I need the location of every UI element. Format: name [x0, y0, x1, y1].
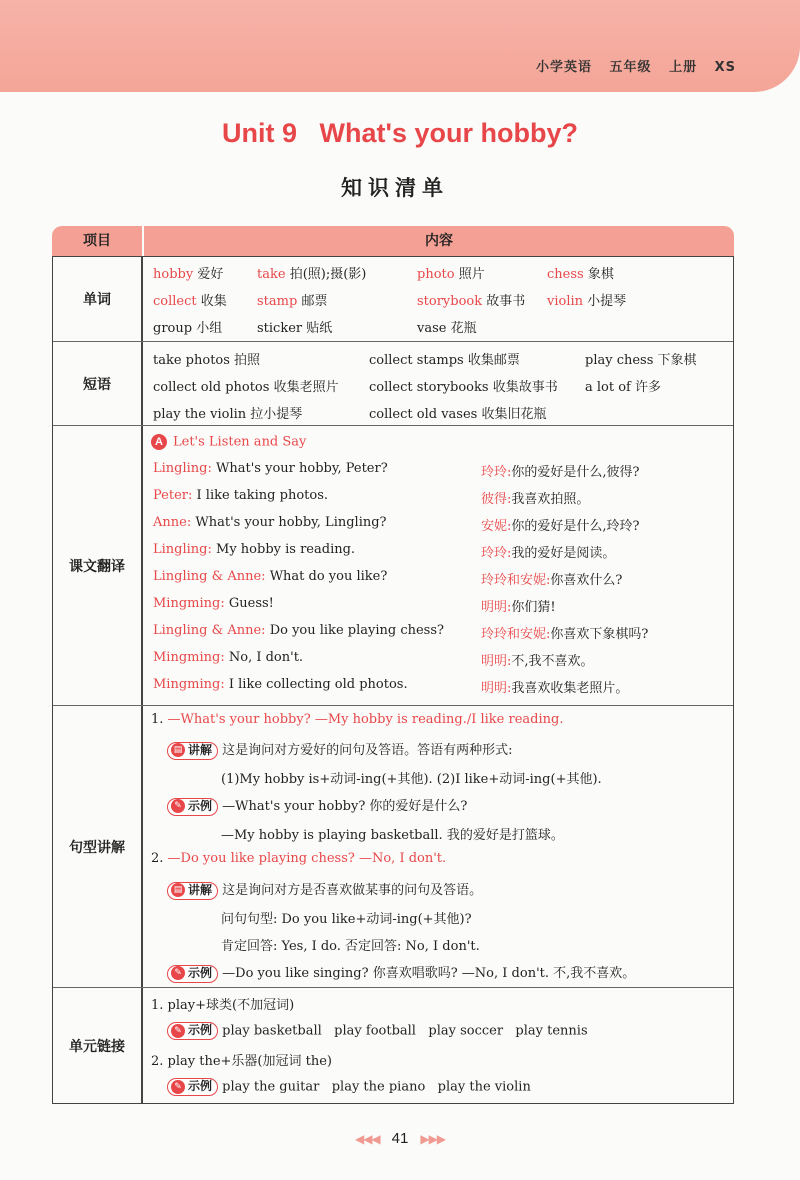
phrase-item: collect old photos 收集老照片: [153, 380, 339, 395]
speaker-en: Mingming:: [153, 677, 225, 692]
line-zh: 不,我不喜欢。: [511, 654, 594, 669]
line-zh: 我喜欢拍照。: [511, 492, 590, 507]
dialogue-line-zh: [481, 569, 622, 588]
line-en: Guess!: [228, 596, 274, 611]
section-title: Let's Listen and Say: [173, 434, 307, 450]
speaker-zh: 彼得:: [481, 492, 512, 507]
line-en: I like collecting old photos.: [228, 677, 408, 692]
vocab-word: take 拍(照);摄(影): [257, 267, 367, 282]
line-en: What's your hobby, Peter?: [216, 461, 388, 476]
example-badge: ✎ 示例: [167, 798, 218, 816]
vocab-content: [145, 257, 733, 341]
link-rule-2: 2. play the+乐器(加冠词 the): [151, 1054, 332, 1069]
speaker-en: Mingming:: [153, 596, 225, 611]
vocab-word: vase 花瓶: [417, 321, 477, 336]
speaker-zh: 明明:: [481, 681, 512, 696]
line-en: What do you like?: [269, 569, 388, 584]
speaker-zh: 明明:: [481, 654, 512, 669]
dialogue-line-zh: [481, 596, 556, 615]
top-color-band: [0, 0, 800, 92]
example-badge: ✎ 示例: [167, 1022, 218, 1040]
example-1-answer: —My hobby is playing basketball. 我的爱好是打篮球。: [221, 828, 564, 843]
example-2: ✎ 示例 —Do you like singing? 你喜欢唱歌吗? —No, I don't. 不,我不喜欢。: [167, 962, 635, 983]
dialogue-line-en: [153, 461, 388, 476]
vocab-word: sticker 贴纸: [257, 321, 333, 336]
book-series-label: [524, 56, 736, 75]
column-header-content: 内容: [144, 226, 734, 256]
example-badge: ✎ 示例: [167, 965, 218, 983]
links-content: [145, 988, 733, 1103]
vocab-word: hobby 爱好: [153, 267, 224, 282]
line-en: My hobby is reading.: [216, 542, 356, 557]
vocab-word: group 小组: [153, 321, 223, 336]
column-header-item: 项目: [52, 226, 142, 256]
dialogue-line-en: [153, 650, 303, 665]
links-label: 单元链接: [53, 988, 143, 1103]
line-zh: 你们猜!: [511, 600, 556, 615]
dialogue-line-en: [153, 542, 355, 557]
sentence-pattern-2: 2. —Do you like playing chess? —No, I don't.: [151, 851, 447, 866]
book-icon: ▤: [171, 883, 185, 897]
translation-label: 课文翻译: [53, 426, 143, 705]
speaker-en: Lingling:: [153, 542, 212, 557]
pencil-icon: ✎: [171, 799, 185, 813]
vocab-row: [53, 257, 733, 341]
section-heading: [151, 434, 306, 450]
book-icon: ▤: [171, 743, 185, 757]
explain-badge: ▤ 讲解: [167, 882, 218, 900]
dialogue-line-en: [153, 515, 387, 530]
phrase-item: collect stamps 收集邮票: [369, 353, 520, 368]
line-en: No, I don't.: [228, 650, 304, 665]
phrase-item: collect storybooks 收集故事书: [369, 380, 558, 395]
line-en: I like taking photos.: [196, 488, 329, 503]
link-rule-1: 1. play+球类(不加冠词): [151, 998, 295, 1013]
dialogue-line-zh: [481, 677, 628, 696]
phrase-item: play chess 下象棋: [585, 353, 697, 368]
line-en: What's your hobby, Lingling?: [195, 515, 387, 530]
series-volume: 上册: [669, 60, 698, 75]
line-zh: 你的爱好是什么,玲玲?: [511, 519, 640, 534]
vocab-word: violin 小提琴: [547, 294, 627, 309]
line-zh: 我的爱好是阅读。: [511, 546, 616, 561]
phrases-row: [53, 341, 733, 425]
links-row: [53, 987, 733, 1103]
speaker-zh: 玲玲和安妮:: [481, 627, 551, 642]
explain-2: ▤ 讲解 这是询问对方是否喜欢做某事的问句及答语。: [167, 879, 482, 900]
series-edition: XS: [714, 60, 736, 75]
phrase-item: take photos 拍照: [153, 353, 261, 368]
speaker-zh: 玲玲和安妮:: [481, 573, 551, 588]
explain-badge: ▤ 讲解: [167, 742, 218, 760]
question-pattern: 问句句型: Do you like+动词-ing(+其他)?: [221, 912, 472, 927]
speaker-en: Mingming:: [153, 650, 225, 665]
sentences-row: [53, 705, 733, 987]
answer-forms: (1)My hobby is+动词-ing(+其他). (2)I like+动词-ing(+其他).: [221, 772, 602, 787]
sentence-pattern-1: 1. —What's your hobby? —My hobby is reading./I like reading.: [151, 712, 564, 727]
line-zh: 我喜欢收集老照片。: [511, 681, 629, 696]
speaker-en: Anne:: [153, 515, 192, 530]
sentences-content: [145, 706, 733, 987]
page-footer: [0, 1130, 800, 1147]
dialogue-line-zh: [481, 461, 640, 480]
dialogue-line-zh: [481, 542, 615, 561]
example-1: ✎ 示例 —What's your hobby? 你的爱好是什么?: [167, 795, 467, 816]
pencil-icon: ✎: [171, 1024, 185, 1038]
pencil-icon: ✎: [171, 1080, 185, 1094]
line-zh: 你的爱好是什么,彼得?: [511, 465, 640, 480]
series-grade: 五年级: [609, 60, 652, 75]
dialogue-line-zh: [481, 515, 640, 534]
speaker-zh: 安妮:: [481, 519, 512, 534]
next-arrows-icon: ▶▶▶: [420, 1132, 446, 1146]
dialogue-line-en: [153, 488, 328, 503]
speaker-en: Lingling & Anne:: [153, 623, 266, 638]
prev-arrows-icon: ◀◀◀: [354, 1132, 380, 1146]
dialogue-line-en: [153, 596, 274, 611]
speaker-zh: 玲玲:: [481, 546, 512, 561]
phrase-item: play the violin 拉小提琴: [153, 407, 303, 422]
speaker-zh: 明明:: [481, 600, 512, 615]
dialogue-line-en: [153, 569, 387, 584]
page-number: 41: [391, 1130, 409, 1147]
line-zh: 你喜欢什么?: [550, 573, 623, 588]
dialogue-line-en: [153, 623, 444, 638]
knowledge-table: [52, 226, 734, 1104]
speaker-en: Lingling:: [153, 461, 212, 476]
vocab-word: chess 象棋: [547, 267, 614, 282]
answer-pattern: 肯定回答: Yes, I do. 否定回答: No, I don't.: [221, 939, 480, 954]
line-zh: 你喜欢下象棋吗?: [550, 627, 649, 642]
table-body: [52, 256, 734, 1104]
speaker-en: Lingling & Anne:: [153, 569, 266, 584]
translation-content: [145, 426, 733, 705]
section-letter-icon: A: [151, 434, 167, 450]
dialogue-line-zh: [481, 488, 589, 507]
phrase-item: a lot of 许多: [585, 380, 661, 395]
link-example-1: ✎ 示例 play basketball play football play soccer play tennis: [167, 1022, 588, 1040]
dialogue-line-en: [153, 677, 408, 692]
phrases-content: [145, 342, 733, 425]
phrases-label: 短语: [53, 342, 143, 425]
phrase-item: collect old vases 收集旧花瓶: [369, 407, 547, 422]
vocab-word: storybook 故事书: [417, 294, 526, 309]
vocab-label: 单词: [53, 257, 143, 341]
sentences-label: 句型讲解: [53, 706, 143, 987]
vocab-word: photo 照片: [417, 267, 485, 282]
unit-title: Unit 9 What's your hobby?: [222, 118, 578, 148]
dialogue-line-zh: [481, 623, 648, 642]
translation-row: [53, 425, 733, 705]
speaker-zh: 玲玲:: [481, 465, 512, 480]
section-subtitle: 知识清单: [341, 176, 449, 200]
vocab-word: collect 收集: [153, 294, 227, 309]
speaker-en: Peter:: [153, 488, 193, 503]
line-en: Do you like playing chess?: [269, 623, 444, 638]
link-example-2: ✎ 示例 play the guitar play the piano play the violin: [167, 1078, 531, 1096]
vocab-word: stamp 邮票: [257, 294, 328, 309]
explain-1: ▤ 讲解 这是询问对方爱好的问句及答语。答语有两种形式:: [167, 739, 513, 760]
pencil-icon: ✎: [171, 966, 185, 980]
dialogue-line-zh: [481, 650, 594, 669]
example-badge: ✎ 示例: [167, 1078, 218, 1096]
series-subject: 小学英语: [535, 60, 592, 75]
